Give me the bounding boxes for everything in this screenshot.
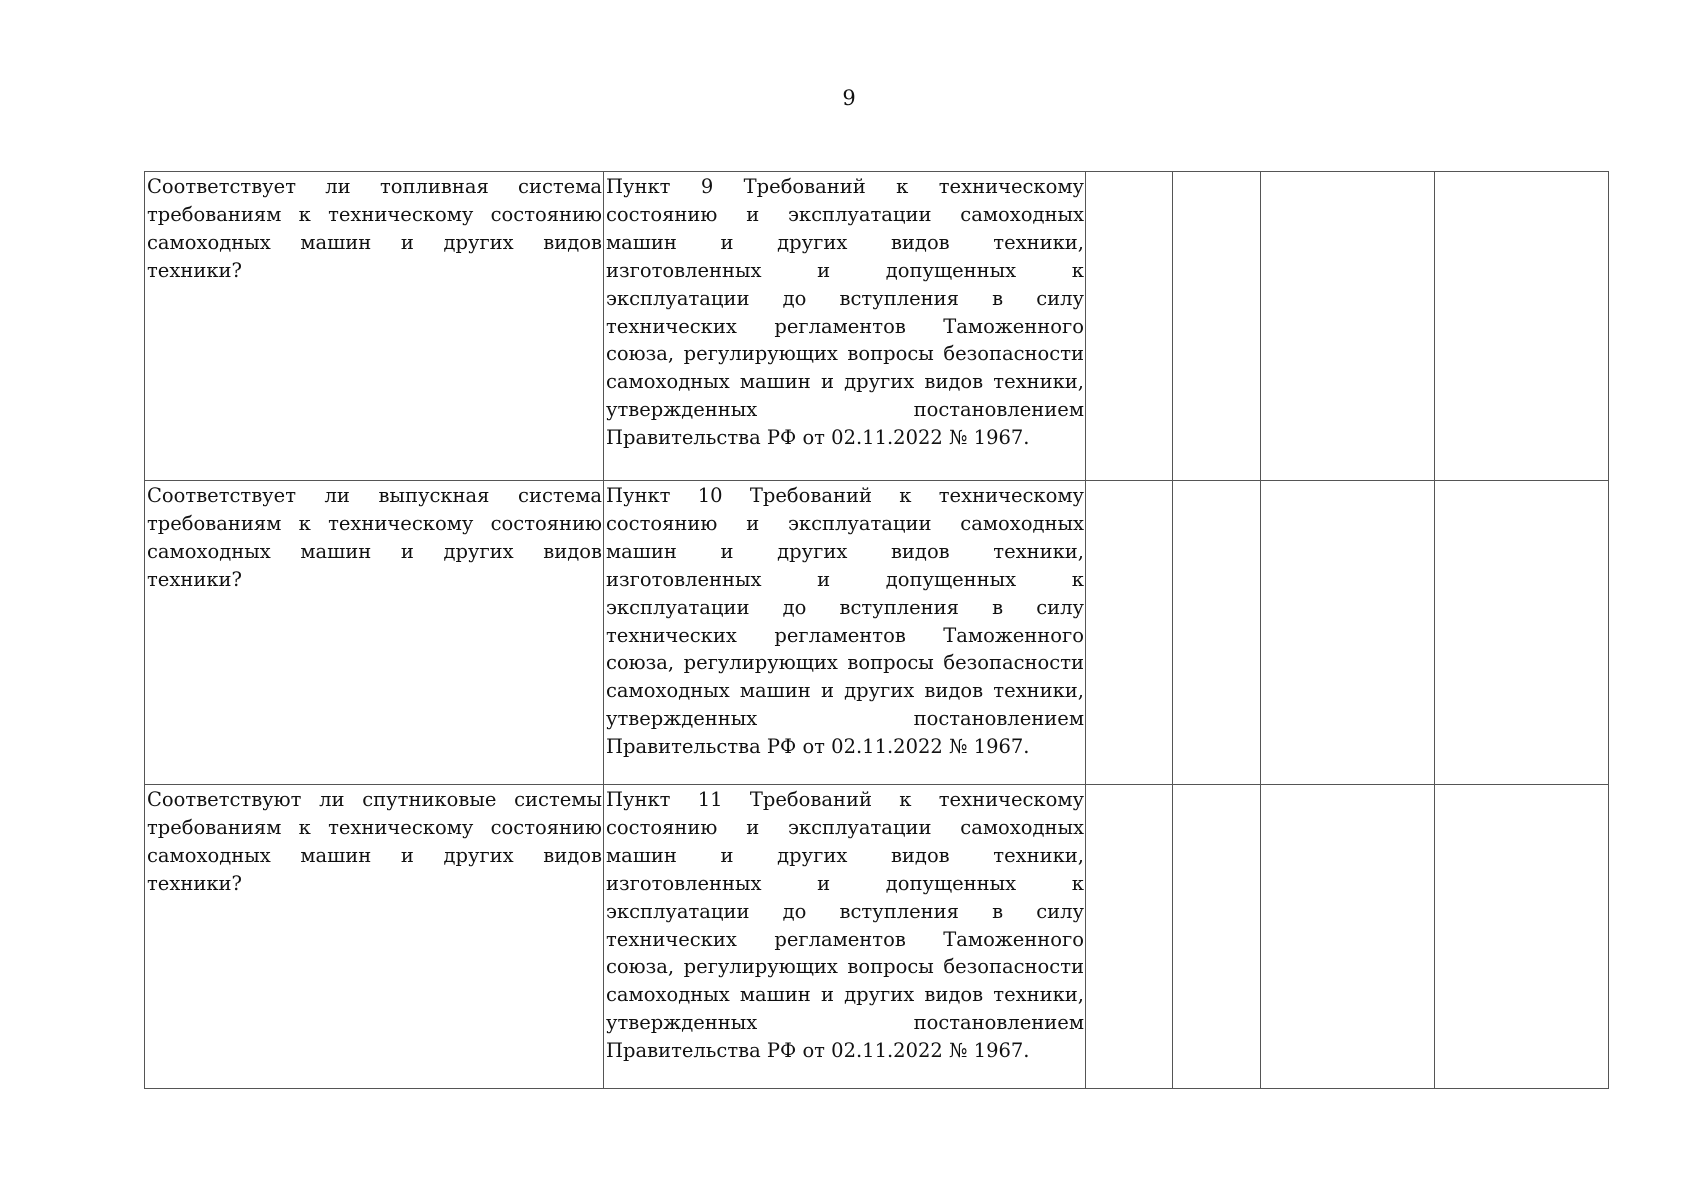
answer-cell-not-applicable — [1261, 172, 1435, 481]
answer-cell-not-applicable — [1261, 785, 1435, 1089]
table-row — [145, 172, 1609, 481]
reference-cell: Пункт 10 Требований к техническому состоянию и эксплуатации самоходных машин и других видов техники, изготовленных и допущенных к эксплуатации до вступления в силу технических регламентов Таможенного союза, регулирующих вопросы безопасности самоходных машин и других видов техники, утвержденных постановлением Правительства РФ от 02.11.2022 № 1967. — [604, 481, 1086, 785]
reference-cell: Пункт 11 Требований к техническому состоянию и эксплуатации самоходных машин и других видов техники, изготовленных и допущенных к эксплуатации до вступления в силу технических регламентов Таможенного союза, регулирующих вопросы безопасности самоходных машин и других видов техники, утвержденных постановлением Правительства РФ от 02.11.2022 № 1967. — [604, 785, 1086, 1089]
question-cell: Соответствуют ли спутниковые системы требованиям к техническому состоянию самоходных машин и других видов техники? — [145, 785, 604, 1089]
answer-cell-yes — [1086, 172, 1173, 481]
table-row — [145, 785, 1609, 1089]
checklist-table — [144, 171, 1609, 1089]
note-cell — [1435, 785, 1609, 1089]
answer-cell-no — [1173, 172, 1261, 481]
question-cell: Соответствует ли выпускная система требованиям к техническому состоянию самоходных машин и других видов техники? — [145, 481, 604, 785]
question-cell: Соответствует ли топливная система требованиям к техническому состоянию самоходных машин и других видов техники? — [145, 172, 604, 481]
page-number: 9 — [842, 86, 856, 110]
note-cell — [1435, 481, 1609, 785]
answer-cell-not-applicable — [1261, 481, 1435, 785]
answer-cell-no — [1173, 785, 1261, 1089]
answer-cell-no — [1173, 481, 1261, 785]
note-cell — [1435, 172, 1609, 481]
reference-cell: Пункт 9 Требований к техническому состоянию и эксплуатации самоходных машин и других видов техники, изготовленных и допущенных к эксплуатации до вступления в силу технических регламентов Таможенного союза, регулирующих вопросы безопасности самоходных машин и других видов техники, утвержденных постановлением Правительства РФ от 02.11.2022 № 1967. — [604, 172, 1086, 481]
answer-cell-yes — [1086, 481, 1173, 785]
table-row — [145, 481, 1609, 785]
answer-cell-yes — [1086, 785, 1173, 1089]
